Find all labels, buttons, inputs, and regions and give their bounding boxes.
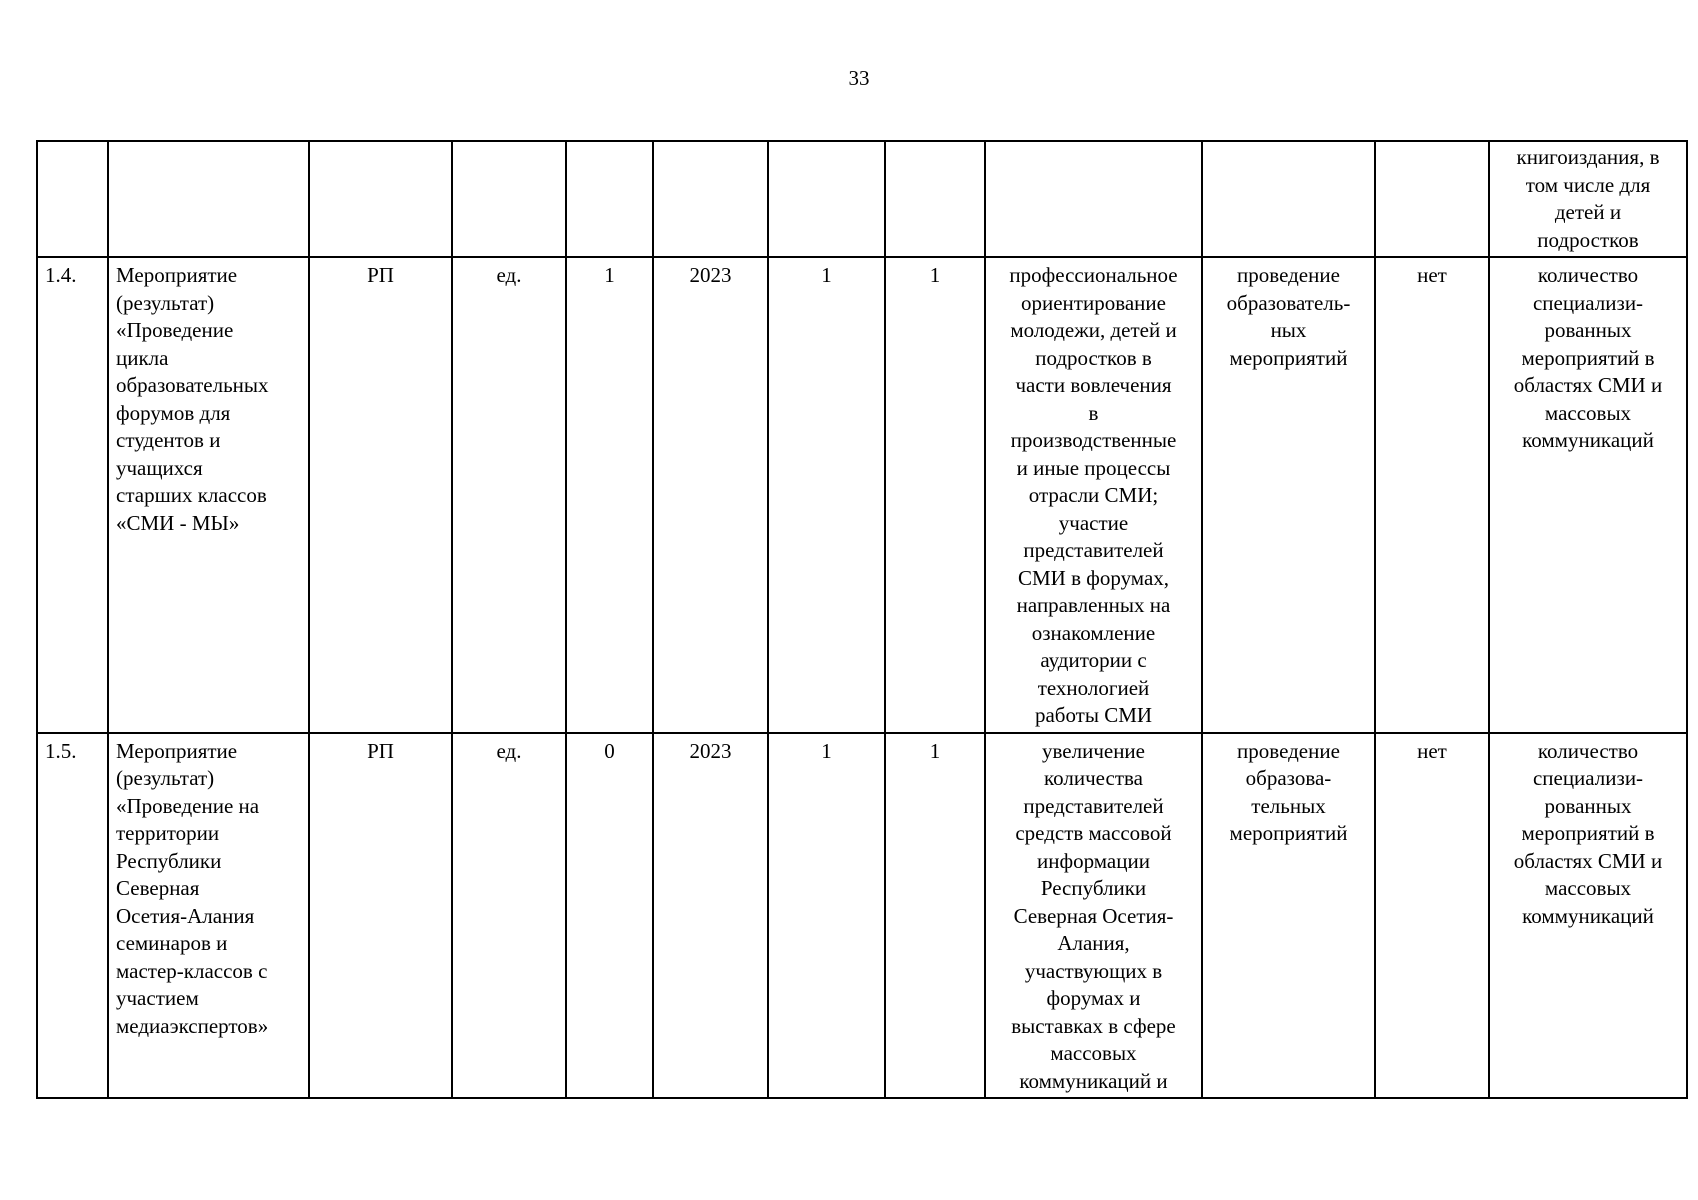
cell-indicator: количество специализи- рованных мероприятий в областях СМИ и массовых коммуникаций xyxy=(1489,257,1687,733)
cell-flag: нет xyxy=(1375,733,1489,1099)
cell-type: РП xyxy=(309,733,452,1099)
cell-unit: ед. xyxy=(452,733,566,1099)
cell-measure xyxy=(108,141,309,257)
cell-type xyxy=(309,141,452,257)
cell-value-2: 1 xyxy=(885,257,985,733)
cell-effect xyxy=(985,141,1202,257)
cell-number: 1.4. xyxy=(37,257,108,733)
table-row xyxy=(37,257,1687,733)
cell-indicator: книгоиздания, в том числе для детей и подростков xyxy=(1489,141,1687,257)
page-number: 33 xyxy=(848,66,870,90)
cell-base-value xyxy=(566,141,653,257)
cell-indicator: количество специализи- рованных мероприятий в областях СМИ и массовых коммуникаций xyxy=(1489,733,1687,1099)
cell-event-type: проведение образова- тельных мероприятий xyxy=(1202,733,1375,1099)
cell-event-type xyxy=(1202,141,1375,257)
cell-year xyxy=(653,141,768,257)
cell-value-2: 1 xyxy=(885,733,985,1099)
cell-effect: увеличение количества представителей средств массовой информации Республики Северная Осетия- Алания, участвующих в форумах и выставках в сфере массовых коммуникаций и xyxy=(985,733,1202,1099)
cell-number: 1.5. xyxy=(37,733,108,1099)
cell-measure: Мероприятие (результат) «Проведение на территории Республики Северная Осетия-Алания семинаров и мастер-классов с участием медиаэкспертов» xyxy=(108,733,309,1099)
cell-year: 2023 xyxy=(653,733,768,1099)
measures-table xyxy=(36,140,1688,1099)
cell-number xyxy=(37,141,108,257)
cell-year: 2023 xyxy=(653,257,768,733)
table-row xyxy=(37,141,1687,257)
table-row xyxy=(37,733,1687,1099)
cell-value-1: 1 xyxy=(768,733,885,1099)
cell-base-value: 1 xyxy=(566,257,653,733)
cell-effect: профессиональное ориентирование молодежи, детей и подростков в части вовлечения в производственные и иные процессы отрасли СМИ; участие представителей СМИ в форумах, направленных на ознакомление аудитории с технологией работы СМИ xyxy=(985,257,1202,733)
cell-value-1: 1 xyxy=(768,257,885,733)
cell-value-1 xyxy=(768,141,885,257)
cell-event-type: проведение образователь- ных мероприятий xyxy=(1202,257,1375,733)
cell-flag: нет xyxy=(1375,257,1489,733)
cell-value-2 xyxy=(885,141,985,257)
cell-flag xyxy=(1375,141,1489,257)
cell-unit xyxy=(452,141,566,257)
cell-base-value: 0 xyxy=(566,733,653,1099)
cell-measure: Мероприятие (результат) «Проведение цикла образовательных форумов для студентов и учащихся старших классов «СМИ - МЫ» xyxy=(108,257,309,733)
cell-unit: ед. xyxy=(452,257,566,733)
cell-type: РП xyxy=(309,257,452,733)
